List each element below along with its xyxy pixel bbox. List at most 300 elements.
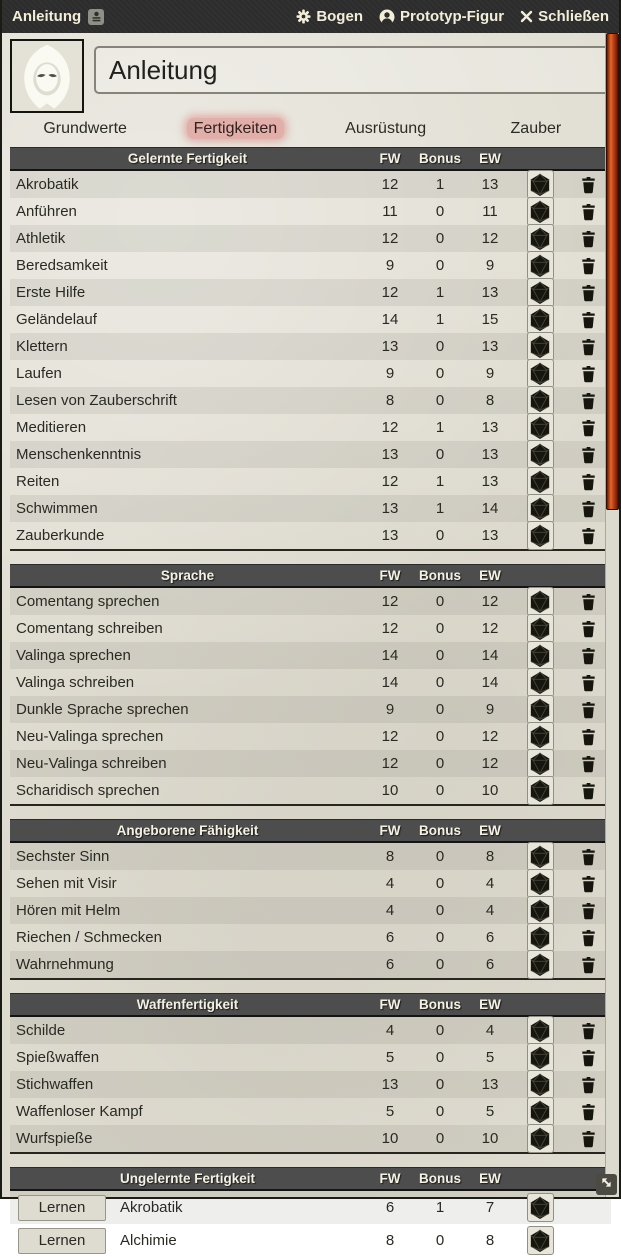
skill-bonus-value: 1 xyxy=(435,284,445,301)
skill-name: Sehen mit Visir xyxy=(16,875,117,892)
trash-icon xyxy=(581,728,596,746)
skill-fw-value: 12 xyxy=(381,284,399,301)
trash-icon xyxy=(581,230,596,248)
skill-ew-value: 13 xyxy=(481,176,499,193)
table-row xyxy=(10,171,611,198)
trash-icon xyxy=(581,257,596,275)
skill-bonus-value: 1 xyxy=(435,1199,445,1216)
skill-ew-value: 9 xyxy=(485,257,495,274)
roll-die-button[interactable] xyxy=(527,923,554,952)
skill-name: Zauberkunde xyxy=(16,527,105,544)
d20-die-icon xyxy=(529,524,551,548)
roll-die-button[interactable] xyxy=(527,1043,554,1072)
close-icon xyxy=(520,10,533,23)
skill-fw-value: 12 xyxy=(381,473,399,490)
skill-fw-value: 13 xyxy=(381,527,399,544)
die-cell xyxy=(515,1193,565,1222)
sheet-content xyxy=(2,33,619,1257)
delete-skill-button[interactable] xyxy=(581,848,596,866)
skill-fw-value: 12 xyxy=(381,419,399,436)
delete-skill-button[interactable] xyxy=(581,338,596,356)
delete-skill-button[interactable] xyxy=(581,1049,596,1067)
column-header-ew: EW xyxy=(479,1171,501,1186)
delete-skill-button[interactable] xyxy=(581,782,596,800)
skill-name: Akrobatik xyxy=(16,176,79,193)
prototyp-figur-label: Prototyp-Figur xyxy=(399,8,505,25)
skill-ew-value: 4 xyxy=(485,1022,495,1039)
trash-icon xyxy=(581,473,596,491)
trash-icon xyxy=(581,419,596,437)
skill-fw-value: 14 xyxy=(381,311,399,328)
skill-bonus-value: 0 xyxy=(435,527,445,544)
roll-die-button[interactable] xyxy=(527,521,554,550)
skill-name: Sechster Sinn xyxy=(16,848,110,865)
delete-skill-button[interactable] xyxy=(581,527,596,545)
titlebar xyxy=(2,0,619,33)
roll-die-button[interactable] xyxy=(527,695,554,724)
roll-die-button[interactable] xyxy=(527,950,554,979)
sheet-icon xyxy=(88,9,104,25)
tab-grundwerte[interactable] xyxy=(10,120,160,138)
skill-bonus-value: 0 xyxy=(435,1130,445,1147)
skill-bonus-value: 0 xyxy=(435,929,445,946)
roll-die-button[interactable] xyxy=(527,197,554,226)
skill-bonus-value: 0 xyxy=(435,728,445,745)
table-row xyxy=(10,306,611,333)
table-row xyxy=(10,198,611,225)
d20-die-icon xyxy=(529,644,551,668)
learn-cell xyxy=(10,1195,114,1221)
table-header xyxy=(10,564,611,588)
die-cell xyxy=(515,224,565,253)
delete-skill-button[interactable] xyxy=(581,674,596,692)
roll-die-button[interactable] xyxy=(527,224,554,253)
table-row xyxy=(10,225,611,252)
delete-skill-button[interactable] xyxy=(581,701,596,719)
delete-skill-button[interactable] xyxy=(581,593,596,611)
column-header-ew: EW xyxy=(479,997,501,1012)
skill-fw-value: 14 xyxy=(381,674,399,691)
skill-fw-value: 6 xyxy=(385,956,395,973)
table-row xyxy=(10,615,611,642)
table-row xyxy=(10,588,611,615)
skill-bonus-value: 0 xyxy=(435,1232,445,1249)
skill-fw-value: 12 xyxy=(381,230,399,247)
delete-skill-button[interactable] xyxy=(581,203,596,221)
table-title: Gelernte Fertigkeit xyxy=(127,151,248,166)
column-header-ew: EW xyxy=(479,568,501,583)
skill-name: Schwimmen xyxy=(16,500,98,517)
skill-ew-value: 13 xyxy=(481,1076,499,1093)
tab-fertigkeiten[interactable] xyxy=(160,120,310,138)
column-header-bonus: Bonus xyxy=(419,568,461,583)
skill-ew-value: 15 xyxy=(481,311,499,328)
skill-table xyxy=(10,1167,611,1257)
delete-skill-button[interactable] xyxy=(581,500,596,518)
column-header-fw: FW xyxy=(379,568,401,583)
roll-die-button[interactable] xyxy=(527,722,554,751)
trash-icon xyxy=(581,620,596,638)
skill-name: Valinga schreiben xyxy=(16,674,135,691)
die-cell xyxy=(515,440,565,469)
learn-cell xyxy=(10,1228,114,1254)
skill-ew-value: 13 xyxy=(481,284,499,301)
d20-die-icon xyxy=(529,497,551,521)
delete-skill-button[interactable] xyxy=(581,929,596,947)
skill-ew-value: 13 xyxy=(481,446,499,463)
trash-icon xyxy=(581,500,596,518)
skill-ew-value: 4 xyxy=(485,875,495,892)
table-row xyxy=(10,495,611,522)
roll-die-button[interactable] xyxy=(527,842,554,871)
skill-bonus-value: 0 xyxy=(435,647,445,664)
column-header-fw: FW xyxy=(379,151,401,166)
delete-skill-button[interactable] xyxy=(581,875,596,893)
skill-bonus-value: 0 xyxy=(435,1049,445,1066)
skill-fw-value: 10 xyxy=(381,1130,399,1147)
skill-ew-value: 6 xyxy=(485,929,495,946)
skill-fw-value: 12 xyxy=(381,176,399,193)
skill-ew-value: 8 xyxy=(485,848,495,865)
trash-icon xyxy=(581,527,596,545)
delete-skill-button[interactable] xyxy=(581,1103,596,1121)
roll-die-button[interactable] xyxy=(527,896,554,925)
skill-fw-value: 12 xyxy=(381,728,399,745)
roll-die-button[interactable] xyxy=(527,467,554,496)
roll-die-button[interactable] xyxy=(527,170,554,199)
skill-ew-value: 5 xyxy=(485,1103,495,1120)
roll-die-button[interactable] xyxy=(527,251,554,280)
die-cell xyxy=(515,614,565,643)
skill-table xyxy=(10,147,611,551)
skill-bonus-value: 0 xyxy=(435,755,445,772)
tab-label: Ausrüstung xyxy=(345,119,427,137)
table-row xyxy=(10,441,611,468)
die-cell xyxy=(515,413,565,442)
roll-die-button[interactable] xyxy=(527,440,554,469)
table-row xyxy=(10,777,611,804)
trash-icon xyxy=(581,365,596,383)
column-header-bonus: Bonus xyxy=(419,823,461,838)
skill-ew-value: 6 xyxy=(485,956,495,973)
die-cell xyxy=(515,641,565,670)
skill-bonus-value: 1 xyxy=(435,419,445,436)
delete-skill-button[interactable] xyxy=(581,1076,596,1094)
table-row xyxy=(10,522,611,549)
table-row xyxy=(10,468,611,495)
roll-die-button[interactable] xyxy=(527,869,554,898)
skill-fw-value: 11 xyxy=(382,203,398,220)
column-header-fw: FW xyxy=(379,997,401,1012)
column-header-bonus: Bonus xyxy=(419,1171,461,1186)
skill-ew-value: 11 xyxy=(482,203,498,220)
skill-bonus-value: 0 xyxy=(435,230,445,247)
delete-skill-button[interactable] xyxy=(581,419,596,437)
die-cell xyxy=(515,587,565,616)
skill-bonus-value: 0 xyxy=(435,848,445,865)
skill-name: Neu-Valinga sprechen xyxy=(16,728,164,745)
d20-die-icon xyxy=(529,389,551,413)
die-cell xyxy=(515,197,565,226)
die-cell xyxy=(515,305,565,334)
skill-bonus-value: 0 xyxy=(435,875,445,892)
skill-ew-value: 5 xyxy=(485,1049,495,1066)
delete-skill-button[interactable] xyxy=(581,311,596,329)
column-header-bonus: Bonus xyxy=(419,997,461,1012)
skill-bonus-value: 0 xyxy=(435,338,445,355)
skill-bonus-value: 1 xyxy=(435,500,445,517)
die-cell xyxy=(515,1070,565,1099)
delete-skill-button[interactable] xyxy=(581,620,596,638)
tab-ausruestung[interactable] xyxy=(311,120,461,138)
skill-name: Hören mit Helm xyxy=(16,902,121,919)
table-row xyxy=(10,1098,611,1125)
roll-die-button[interactable] xyxy=(527,1226,554,1255)
delete-skill-button[interactable] xyxy=(581,728,596,746)
skill-ew-value: 10 xyxy=(481,1130,499,1147)
table-title: Angeborene Fähigkeit xyxy=(116,823,259,838)
skill-name: Reiten xyxy=(16,473,60,490)
skill-ew-value: 12 xyxy=(481,620,499,637)
table-header xyxy=(10,993,611,1017)
table-header xyxy=(10,1167,611,1191)
skill-name: Valinga sprechen xyxy=(16,647,131,664)
resize-handle[interactable] xyxy=(596,1174,617,1195)
roll-die-button[interactable] xyxy=(527,1124,554,1153)
skill-bonus-value: 0 xyxy=(435,902,445,919)
skill-tables xyxy=(10,147,611,1257)
scrollbar-thumb[interactable] xyxy=(606,33,619,510)
column-header-fw: FW xyxy=(379,1171,401,1186)
skill-ew-value: 12 xyxy=(481,230,499,247)
delete-skill-button[interactable] xyxy=(581,176,596,194)
roll-die-button[interactable] xyxy=(527,305,554,334)
delete-skill-button[interactable] xyxy=(581,755,596,773)
roll-die-button[interactable] xyxy=(527,641,554,670)
skill-ew-value: 4 xyxy=(485,902,495,919)
skill-fw-value: 4 xyxy=(385,1022,395,1039)
skill-table xyxy=(10,564,611,806)
table-body xyxy=(10,588,611,804)
die-cell xyxy=(515,1016,565,1045)
close-label: Schließen xyxy=(538,8,609,25)
skill-table xyxy=(10,819,611,980)
die-cell xyxy=(515,467,565,496)
table-row xyxy=(10,1071,611,1098)
table-title: Ungelernte Fertigkeit xyxy=(119,1171,256,1186)
skill-ew-value: 13 xyxy=(481,419,499,436)
d20-die-icon xyxy=(529,779,551,803)
skill-name: Neu-Valinga schreiben xyxy=(16,755,167,772)
roll-die-button[interactable] xyxy=(527,332,554,361)
table-row xyxy=(10,750,611,777)
roll-die-button[interactable] xyxy=(527,1070,554,1099)
trash-icon xyxy=(581,782,596,800)
skill-name: Comentang schreiben xyxy=(16,620,163,637)
table-row xyxy=(10,1224,611,1257)
skill-name: Geländelauf xyxy=(16,311,97,328)
roll-die-button[interactable] xyxy=(527,278,554,307)
roll-die-button[interactable] xyxy=(527,359,554,388)
die-cell xyxy=(515,1226,565,1255)
trash-icon xyxy=(581,338,596,356)
delete-skill-button[interactable] xyxy=(581,902,596,920)
delete-skill-button[interactable] xyxy=(581,956,596,974)
skill-name: Beredsamkeit xyxy=(16,257,108,274)
scrollbar-track[interactable] xyxy=(605,33,619,1197)
die-cell xyxy=(515,332,565,361)
d20-die-icon xyxy=(529,443,551,467)
delete-skill-button[interactable] xyxy=(581,473,596,491)
skill-bonus-value: 0 xyxy=(435,593,445,610)
trash-icon xyxy=(581,593,596,611)
learn-button[interactable]: Lernen xyxy=(18,1228,106,1254)
skill-name: Riechen / Schmecken xyxy=(16,929,162,946)
d20-die-icon xyxy=(529,254,551,278)
delete-skill-button[interactable] xyxy=(581,392,596,410)
skill-fw-value: 9 xyxy=(385,701,395,718)
delete-skill-button[interactable] xyxy=(581,230,596,248)
skill-fw-value: 5 xyxy=(385,1103,395,1120)
window-title: Anleitung xyxy=(12,8,82,25)
skill-name: Wahrnehmung xyxy=(16,956,114,973)
skill-name: Laufen xyxy=(16,365,62,382)
skill-bonus-value: 0 xyxy=(435,674,445,691)
delete-skill-button[interactable] xyxy=(581,365,596,383)
skill-fw-value: 6 xyxy=(385,929,395,946)
skill-name: Schilde xyxy=(16,1022,66,1039)
skill-name: Alchimie xyxy=(120,1232,177,1249)
trash-icon xyxy=(581,1103,596,1121)
roll-die-button[interactable] xyxy=(527,1097,554,1126)
prototyp-figur-button[interactable] xyxy=(379,8,504,25)
table-row xyxy=(10,696,611,723)
delete-skill-button[interactable] xyxy=(581,257,596,275)
roll-die-button[interactable] xyxy=(527,749,554,778)
head-row xyxy=(10,39,611,113)
roll-die-button[interactable] xyxy=(527,614,554,643)
skill-fw-value: 10 xyxy=(381,782,399,799)
skill-fw-value: 4 xyxy=(385,875,395,892)
skill-fw-value: 13 xyxy=(381,1076,399,1093)
person-icon xyxy=(379,9,395,25)
delete-skill-button[interactable] xyxy=(581,446,596,464)
delete-skill-button[interactable] xyxy=(581,284,596,302)
trash-icon xyxy=(581,176,596,194)
table-row xyxy=(10,951,611,978)
d20-die-icon xyxy=(529,173,551,197)
d20-die-icon xyxy=(529,698,551,722)
skill-fw-value: 13 xyxy=(381,338,399,355)
d20-die-icon xyxy=(529,281,551,305)
d20-die-icon xyxy=(529,617,551,641)
die-cell xyxy=(515,1124,565,1153)
skill-ew-value: 8 xyxy=(485,392,495,409)
d20-die-icon xyxy=(529,725,551,749)
trash-icon xyxy=(581,1022,596,1040)
trash-icon xyxy=(581,284,596,302)
titlebar-left xyxy=(12,8,104,25)
skill-fw-value: 8 xyxy=(385,848,395,865)
die-cell xyxy=(515,170,565,199)
d20-die-icon xyxy=(529,1073,551,1097)
skill-name: Scharidisch sprechen xyxy=(16,782,160,799)
table-row xyxy=(10,843,611,870)
bogen-label: Bogen xyxy=(316,8,363,25)
skill-name: Akrobatik xyxy=(120,1199,183,1216)
table-row xyxy=(10,1191,611,1224)
skill-fw-value: 13 xyxy=(381,500,399,517)
roll-die-button[interactable] xyxy=(527,413,554,442)
die-cell xyxy=(515,668,565,697)
d20-die-icon xyxy=(529,335,551,359)
character-portrait[interactable] xyxy=(10,39,84,113)
gear-icon xyxy=(296,9,311,24)
skill-ew-value: 12 xyxy=(481,593,499,610)
close-button[interactable] xyxy=(520,8,609,25)
skill-name: Athletik xyxy=(16,230,66,247)
delete-skill-button[interactable] xyxy=(581,647,596,665)
roll-die-button[interactable] xyxy=(527,1016,554,1045)
delete-skill-button[interactable] xyxy=(581,1022,596,1040)
skill-bonus-value: 0 xyxy=(435,446,445,463)
skill-name: Stichwaffen xyxy=(16,1076,94,1093)
tab-zauber[interactable] xyxy=(461,120,611,138)
skill-bonus-value: 0 xyxy=(435,1103,445,1120)
d20-die-icon xyxy=(529,308,551,332)
table-row xyxy=(10,870,611,897)
skill-ew-value: 7 xyxy=(485,1199,495,1216)
d20-die-icon xyxy=(529,671,551,695)
roll-die-button[interactable] xyxy=(527,776,554,805)
table-row xyxy=(10,1044,611,1071)
trash-icon xyxy=(581,701,596,719)
trash-icon xyxy=(581,392,596,410)
skill-fw-value: 9 xyxy=(385,257,395,274)
table-body xyxy=(10,843,611,978)
skill-ew-value: 9 xyxy=(485,701,495,718)
character-name-input[interactable] xyxy=(94,46,611,94)
skill-ew-value: 9 xyxy=(485,365,495,382)
roll-die-button[interactable] xyxy=(527,494,554,523)
learn-button[interactable]: Lernen xyxy=(18,1195,106,1221)
bogen-button[interactable] xyxy=(296,8,363,25)
trash-icon xyxy=(581,446,596,464)
hood-avatar-icon xyxy=(12,98,82,115)
skill-name: Anführen xyxy=(16,203,77,220)
skill-bonus-value: 0 xyxy=(435,257,445,274)
d20-die-icon xyxy=(529,362,551,386)
skill-fw-value: 6 xyxy=(385,1199,395,1216)
roll-die-button[interactable] xyxy=(527,587,554,616)
roll-die-button[interactable] xyxy=(527,386,554,415)
die-cell xyxy=(515,950,565,979)
delete-skill-button[interactable] xyxy=(581,1130,596,1148)
die-cell xyxy=(515,251,565,280)
skill-name: Dunkle Sprache sprechen xyxy=(16,701,189,718)
d20-die-icon xyxy=(529,845,551,869)
table-body xyxy=(10,1191,611,1257)
roll-die-button[interactable] xyxy=(527,1193,554,1222)
trash-icon xyxy=(581,311,596,329)
die-cell xyxy=(515,278,565,307)
skill-bonus-value: 0 xyxy=(435,1076,445,1093)
die-cell xyxy=(515,749,565,778)
table-body xyxy=(10,1017,611,1152)
die-cell xyxy=(515,1097,565,1126)
roll-die-button[interactable] xyxy=(527,668,554,697)
skill-name: Menschenkenntnis xyxy=(16,446,142,463)
